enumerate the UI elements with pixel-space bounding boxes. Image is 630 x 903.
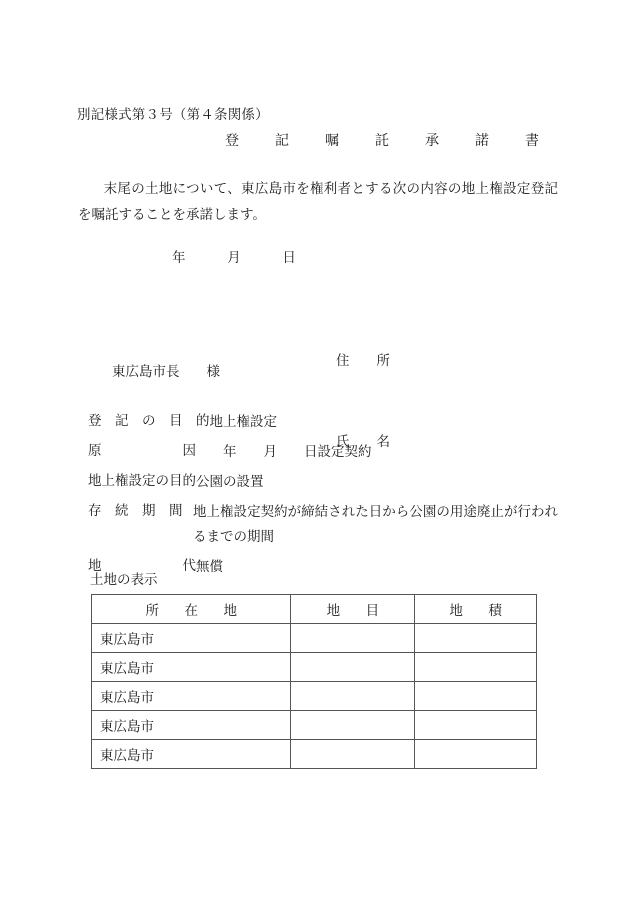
table-row	[92, 711, 537, 740]
detail-label: 地上権設定の目的	[88, 473, 196, 488]
table-row	[92, 740, 537, 769]
column-header-category: 地 目	[291, 595, 415, 624]
detail-label: 原 因	[88, 443, 196, 458]
cell-category[interactable]	[291, 624, 415, 653]
detail-value: 地上権設定	[209, 414, 277, 429]
detail-value: 公園の設置	[196, 474, 264, 489]
detail-value: 地上権設定契約が締結された日から公園の用途廃止が行われるまでの期間	[193, 504, 558, 544]
detail-label: 地 代	[88, 558, 196, 573]
date-line: 年 月 日	[172, 250, 297, 265]
detail-row-rent	[88, 554, 558, 579]
detail-label: 存 続 期 間	[88, 503, 183, 518]
cell-location[interactable]: 東広島市	[92, 624, 291, 653]
addressee-line: 東広島市長 様	[112, 364, 220, 379]
detail-value: 年 月 日設定契約	[196, 444, 372, 459]
intro-paragraph: 末尾の土地について、東広島市を権利者とする次の内容の地上権設定登記を嘱託することを承諾します。	[78, 181, 558, 222]
cell-area[interactable]	[415, 653, 537, 682]
table-row	[92, 682, 537, 711]
cell-category[interactable]	[291, 740, 415, 769]
cell-location[interactable]: 東広島市	[92, 740, 291, 769]
column-header-location: 所 在 地	[92, 595, 291, 624]
table-row	[92, 653, 537, 682]
detail-value: 無償	[196, 559, 223, 574]
column-header-area: 地 積	[415, 595, 537, 624]
cell-area[interactable]	[415, 624, 537, 653]
cell-area[interactable]	[415, 682, 537, 711]
detail-row-cause	[88, 439, 558, 464]
land-table	[91, 594, 537, 769]
detail-row-duration	[88, 499, 558, 549]
detail-row-superficies-purpose	[88, 469, 558, 494]
cell-category[interactable]	[291, 711, 415, 740]
detail-label: 登 記 の 目 的	[88, 413, 210, 428]
cell-area[interactable]	[415, 740, 537, 769]
cell-location[interactable]: 東広島市	[92, 682, 291, 711]
name-label: 氏 名	[336, 434, 390, 449]
cell-location[interactable]: 東広島市	[92, 653, 291, 682]
registration-details	[88, 409, 558, 584]
cell-area[interactable]	[415, 711, 537, 740]
address-label: 住 所	[336, 353, 390, 368]
document-title: 登 記 嘱 託 承 諾 書	[225, 134, 550, 149]
table-row	[92, 624, 537, 653]
cell-category[interactable]	[291, 682, 415, 711]
table-header-row	[92, 595, 537, 624]
cell-category[interactable]	[291, 653, 415, 682]
land-table-caption: 土地の表示	[90, 572, 158, 587]
form-number: 別記様式第３号（第４条関係）	[77, 107, 269, 122]
detail-row-purpose	[88, 409, 558, 434]
cell-location[interactable]: 東広島市	[92, 711, 291, 740]
